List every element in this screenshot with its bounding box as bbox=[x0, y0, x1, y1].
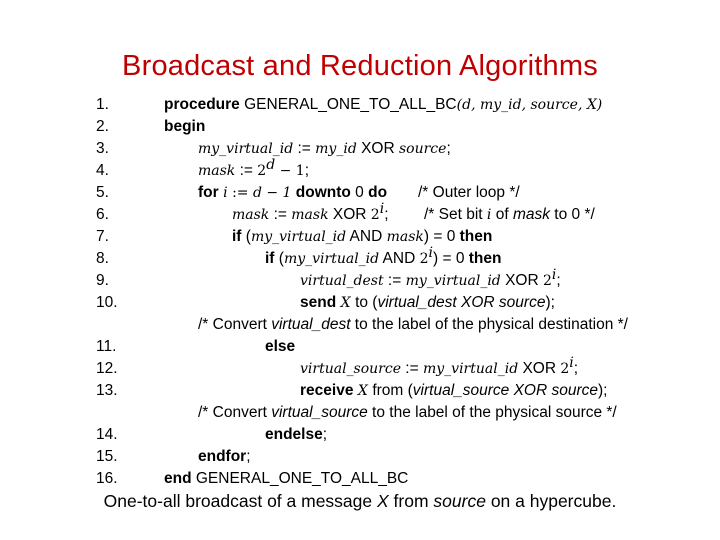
keyword-then: then bbox=[455, 228, 493, 245]
code-line-4: 4. mask := $2^d - 1$; bbox=[96, 156, 310, 179]
line-number: 3. bbox=[96, 140, 109, 157]
line-number: 14. bbox=[96, 426, 118, 443]
procedure-name: GENERAL_ONE_TO_ALL_BC bbox=[244, 96, 457, 113]
keyword-send: send bbox=[300, 294, 337, 311]
code-line-5: 5. for i := d − 1 downto 0 do /* Outer loop */ bbox=[96, 184, 520, 201]
comment-convert-source: /* Convert virtual_source to the label of the physical source */ bbox=[198, 404, 617, 421]
line-number: 13. bbox=[96, 382, 118, 399]
code-line-10: 10. send X to (virtual_dest XOR source); bbox=[96, 294, 555, 311]
code-line-12: 12. virtual_source := my_virtual_id XOR 2$^i$; bbox=[96, 354, 579, 377]
line-number: 1. bbox=[96, 96, 109, 113]
algorithm-listing bbox=[0, 96, 720, 486]
line-number: 9. bbox=[96, 272, 109, 289]
slide-title: Broadcast and Reduction Algorithms bbox=[122, 50, 598, 82]
line-number: 8. bbox=[96, 250, 109, 267]
comment-convert-dest: /* Convert virtual_dest to the label of the physical destination */ bbox=[198, 316, 628, 333]
var-my-virtual-id: my_virtual_id bbox=[198, 141, 294, 157]
slide-caption: One-to-all broadcast of a message X from source on a hypercube. bbox=[103, 491, 617, 511]
keyword-procedure: procedure bbox=[164, 96, 240, 113]
code-line-3: 3. my_virtual_id := my_id XOR source; bbox=[96, 140, 451, 157]
line-number: 7. bbox=[96, 228, 109, 245]
keyword-if: if bbox=[265, 250, 275, 267]
keyword-endelse: endelse bbox=[265, 426, 323, 443]
keyword-end: end bbox=[164, 470, 192, 487]
code-line-16: 16. end GENERAL_ONE_TO_ALL_BC bbox=[96, 470, 409, 487]
comment-outer-loop: /* Outer loop */ bbox=[418, 184, 520, 201]
code-line-11 bbox=[0, 338, 720, 360]
line-number: 11. bbox=[96, 338, 117, 355]
keyword-if: if bbox=[232, 228, 242, 245]
assign-op: := bbox=[293, 140, 316, 157]
var-source: source bbox=[398, 141, 447, 157]
procedure-params: (d, my_id, source, X) bbox=[456, 97, 603, 113]
code-line-1 bbox=[0, 96, 720, 118]
xor-op: XOR bbox=[356, 140, 399, 157]
keyword-endfor: endfor bbox=[198, 448, 247, 465]
keyword-for: for bbox=[198, 184, 219, 201]
code-line-13: 13. receive X from (virtual_source XOR source); bbox=[96, 382, 608, 399]
keyword-else: else bbox=[265, 338, 296, 355]
line-number: 12. bbox=[96, 360, 118, 377]
line-number: 15. bbox=[96, 448, 118, 465]
line-number: 2. bbox=[96, 118, 109, 135]
keyword-then: then bbox=[464, 250, 502, 267]
keyword-receive: receive bbox=[300, 382, 354, 399]
line-number: 5. bbox=[96, 184, 109, 201]
code-line-7: 7. if (my_virtual_id AND mask) = 0 then bbox=[96, 228, 493, 245]
code-line-9: 9. virtual_dest := my_virtual_id XOR 2$^i$; bbox=[96, 266, 561, 289]
keyword-downto: downto bbox=[291, 184, 356, 201]
keyword-do: do bbox=[363, 184, 388, 201]
keyword-begin: begin bbox=[164, 118, 206, 135]
code-line-8: 8. if (my_virtual_id AND $2^i) = 0$ then bbox=[96, 244, 502, 267]
code-line-14: 14. endelse; bbox=[96, 426, 328, 443]
line-number: 10. bbox=[96, 294, 118, 311]
var-mask: mask bbox=[198, 163, 236, 179]
var-my-id: my_id bbox=[315, 141, 357, 157]
code-line-15: 15. endfor; bbox=[96, 448, 251, 465]
code-line-6: 6. mask := mask XOR 2$^i$; /* Set bit i of mask to 0 */ bbox=[96, 200, 595, 223]
line-number: 6. bbox=[96, 206, 109, 223]
comment-set-bit: /* Set bit i of mask to 0 */ bbox=[424, 206, 595, 223]
line-number: 16. bbox=[96, 470, 118, 487]
code-line-2 bbox=[0, 118, 720, 140]
line-number: 4. bbox=[96, 162, 109, 179]
